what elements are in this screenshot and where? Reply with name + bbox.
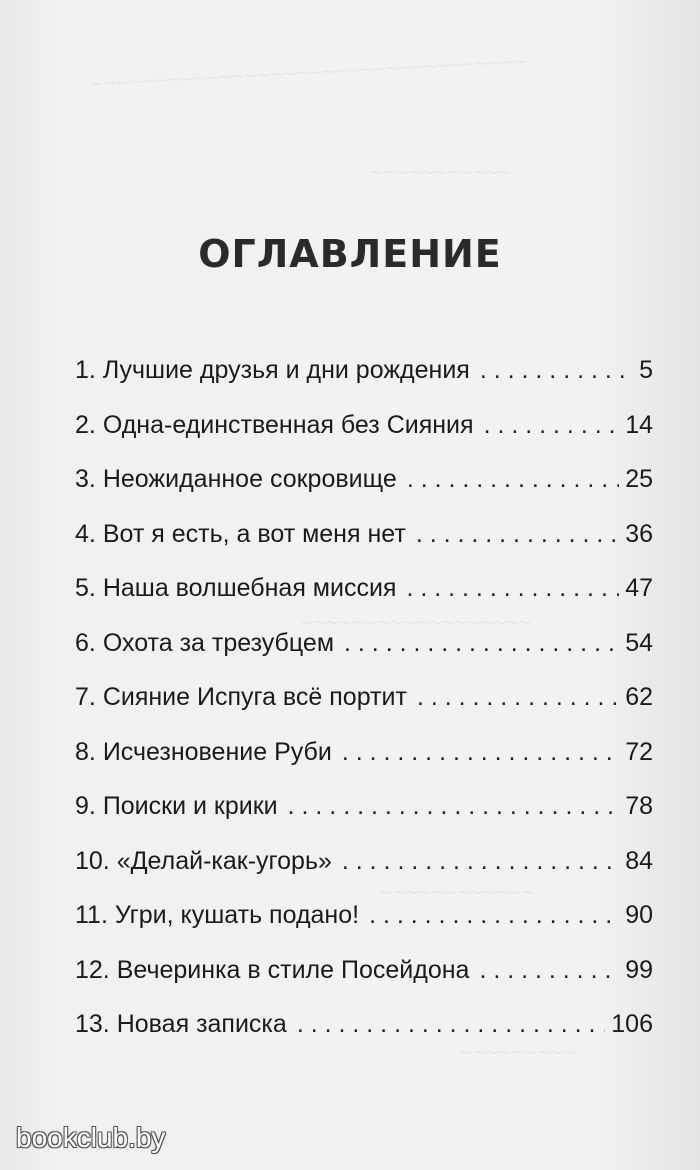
page-number: 25 [625,465,653,493]
toc-entry [75,461,653,516]
watermark: bookclub.by [16,1122,166,1153]
bleed-through-decoration: ~~~~~~~~~ [460,1040,576,1065]
toc-entry [75,952,653,1007]
chapter-name: Одна-единственная без Сияния [102,410,474,439]
page-number: 47 [625,574,653,602]
chapter-number: 12. [75,955,110,984]
chapter-name: Вечеринка в стиле Посейдона [116,955,470,984]
dot-leader [342,843,619,879]
toc-entry [75,570,653,625]
chapter-title [75,625,334,661]
chapter-name: Угри, кушать подано! [114,901,360,929]
chapter-number: 8. [75,737,96,766]
chapter-title [75,952,469,988]
chapter-title [75,352,470,388]
toc-entry [75,843,653,898]
page-number: 106 [611,1010,653,1038]
page-title: ОГЛАВЛЕНИЕ [198,232,502,276]
chapter-name: Вот я есть, а вот меня нет [102,519,406,548]
chapter-name: Наша волшебная миссия [102,574,397,602]
chapter-number: 6. [75,628,96,657]
chapter-title [75,461,397,497]
dot-leader [417,679,619,715]
toc-entry [75,788,653,843]
page-number: 5 [639,356,653,384]
dot-leader [416,516,619,552]
chapter-title [75,407,474,443]
page-number: 62 [625,683,653,711]
chapter-number: 11. [75,901,108,929]
toc-entry [75,734,653,789]
bleed-through-decoration: ~~~~~~~~~~~~~~~~~~ [300,610,532,635]
chapter-name: Охота за трезубцем [102,628,335,657]
chapter-title [75,1006,287,1042]
chapter-number: 5. [75,574,96,602]
page-number: 54 [625,628,653,657]
chapter-name: «Делай-как-угорь» [116,846,332,875]
toc-entry [75,625,653,680]
dot-leader [480,352,633,388]
chapter-number: 2. [75,410,96,439]
dot-leader [479,952,619,988]
chapter-title [75,516,406,552]
page-number: 78 [625,792,653,820]
toc-entry [75,1006,653,1061]
chapter-title [75,843,332,879]
table-of-contents [75,352,653,1061]
dot-leader [344,625,619,661]
toc-entry [75,679,653,734]
toc-entry [75,352,653,407]
chapter-title [75,570,396,606]
chapter-name: Лучшие друзья и дни рождения [102,356,470,384]
chapter-number: 7. [75,683,96,711]
dot-leader [484,407,620,443]
page-number: 90 [625,901,653,929]
dot-leader [297,1006,605,1042]
dot-leader [288,788,620,824]
chapter-number: 9. [75,792,96,820]
chapter-name: Сияние Испуга всё портит [102,683,407,711]
page-number: 72 [625,737,653,766]
chapter-name: Исчезновение Руби [102,737,332,766]
chapter-number: 10. [75,846,110,875]
bleed-through-decoration: ~~~~~~~~~~~ [370,160,512,185]
chapter-number: 1. [75,356,96,384]
page-number: 84 [625,846,653,875]
dot-leader [369,897,619,933]
chapter-title [75,734,332,770]
chapter-number: 3. [75,465,96,493]
page-number: 99 [625,955,653,984]
chapter-title [75,679,407,715]
dot-leader [406,570,619,606]
bleed-through-decoration: ~~~~~~~~~~~~ [380,880,535,905]
chapter-name: Новая записка [116,1010,287,1038]
dot-leader [407,461,619,497]
page-number: 14 [625,410,653,439]
chapter-name: Поиски и крики [102,792,278,820]
toc-entry [75,516,653,571]
chapter-name: Неожиданное сокровище [102,465,397,493]
toc-entry [75,897,653,952]
dot-leader [342,734,619,770]
chapter-number: 4. [75,519,96,548]
chapter-title [75,897,359,933]
chapter-title [75,788,278,824]
page-number: 36 [625,519,653,548]
chapter-number: 13. [75,1010,110,1038]
toc-entry [75,407,653,462]
bleed-through-decoration: ~~~~~~~~~~~~~~~~~~~~~~~~~~~~~~~~~~ [89,48,528,97]
